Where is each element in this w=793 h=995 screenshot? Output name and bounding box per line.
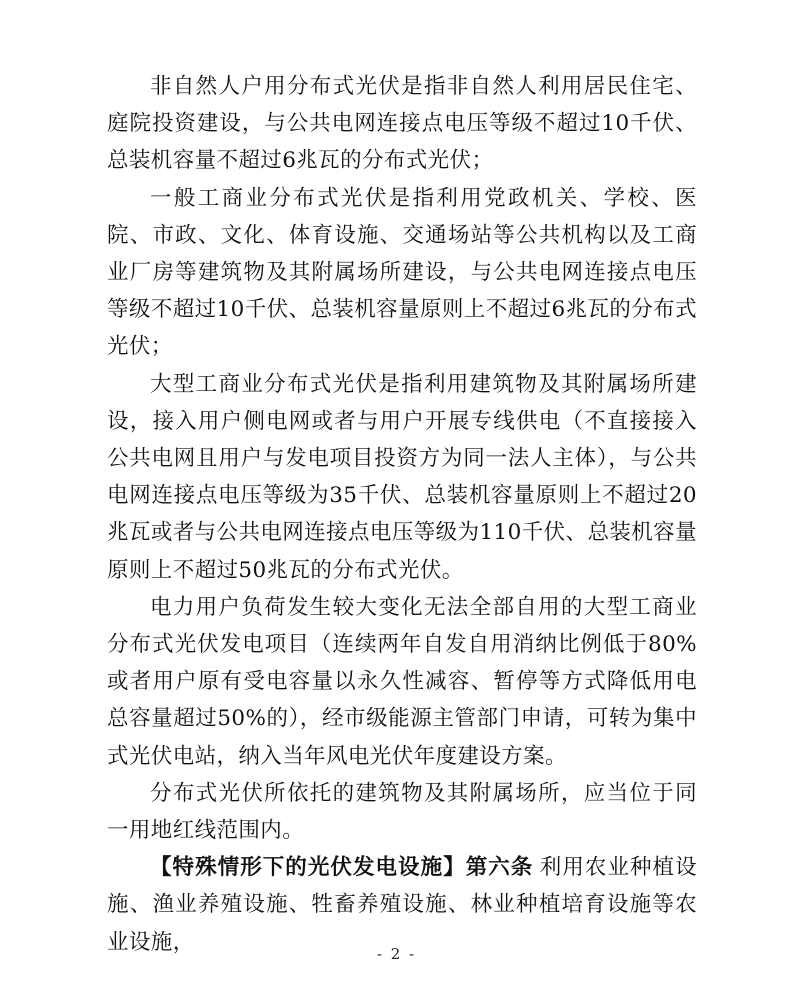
article-number: 第六条 <box>465 855 534 881</box>
paragraph-large-commercial-pv: 大型工商业分布式光伏是指利用建筑物及其附属场所建设，接入用户侧电网或者与用户开展专线供电（不直接接入公共电网且用户与发电项目投资方为同一法人主体），与公共电网连接点电压等级为35千伏、总装机容量原则上不超过20兆瓦或者与公共电网连接点电压等级为110千伏、总装机容量原则上不超过50兆瓦的分布式光伏。 <box>107 371 697 583</box>
paragraph-land-red-line: 分布式光伏所依托的建筑物及其附属场所，应当位于同一用地红线范围内。 <box>107 780 697 844</box>
paragraph-non-natural-person-household-pv: 非自然人户用分布式光伏是指非自然人利用居民住宅、庭院投资建设，与公共电网连接点电压等级不超过10千伏、总装机容量不超过6兆瓦的分布式光伏； <box>107 74 697 174</box>
paragraph-general-commercial-pv: 一般工商业分布式光伏是指利用党政机关、学校、医院、市政、文化、体育设施、交通场站等公共机构以及工商业厂房等建筑物及其附属场所建设，与公共电网连接点电压等级不超过10千伏、总装机容量原则上不超过6兆瓦的分布式光伏； <box>107 185 697 360</box>
article-heading: 【特殊情形下的光伏发电设施】 <box>150 855 466 881</box>
page-number: - 2 - <box>376 945 417 963</box>
document-body <box>107 68 697 961</box>
article-six-text: 利用农业种植设施、渔业养殖设施、牲畜养殖设施、林业种植培育设施等农业设施， <box>107 855 697 955</box>
paragraph-conversion-to-centralized: 电力用户负荷发生较大变化无法全部自用的大型工商业分布式光伏发电项目（连续两年自发自用消纳比例低于80%或者用户原有受电容量以永久性减容、暂停等方式降低用电总容量超过50%的），经市级能源主管部门申请，可转为集中式光伏电站，纳入当年风电光伏年度建设方案。 <box>107 594 697 769</box>
